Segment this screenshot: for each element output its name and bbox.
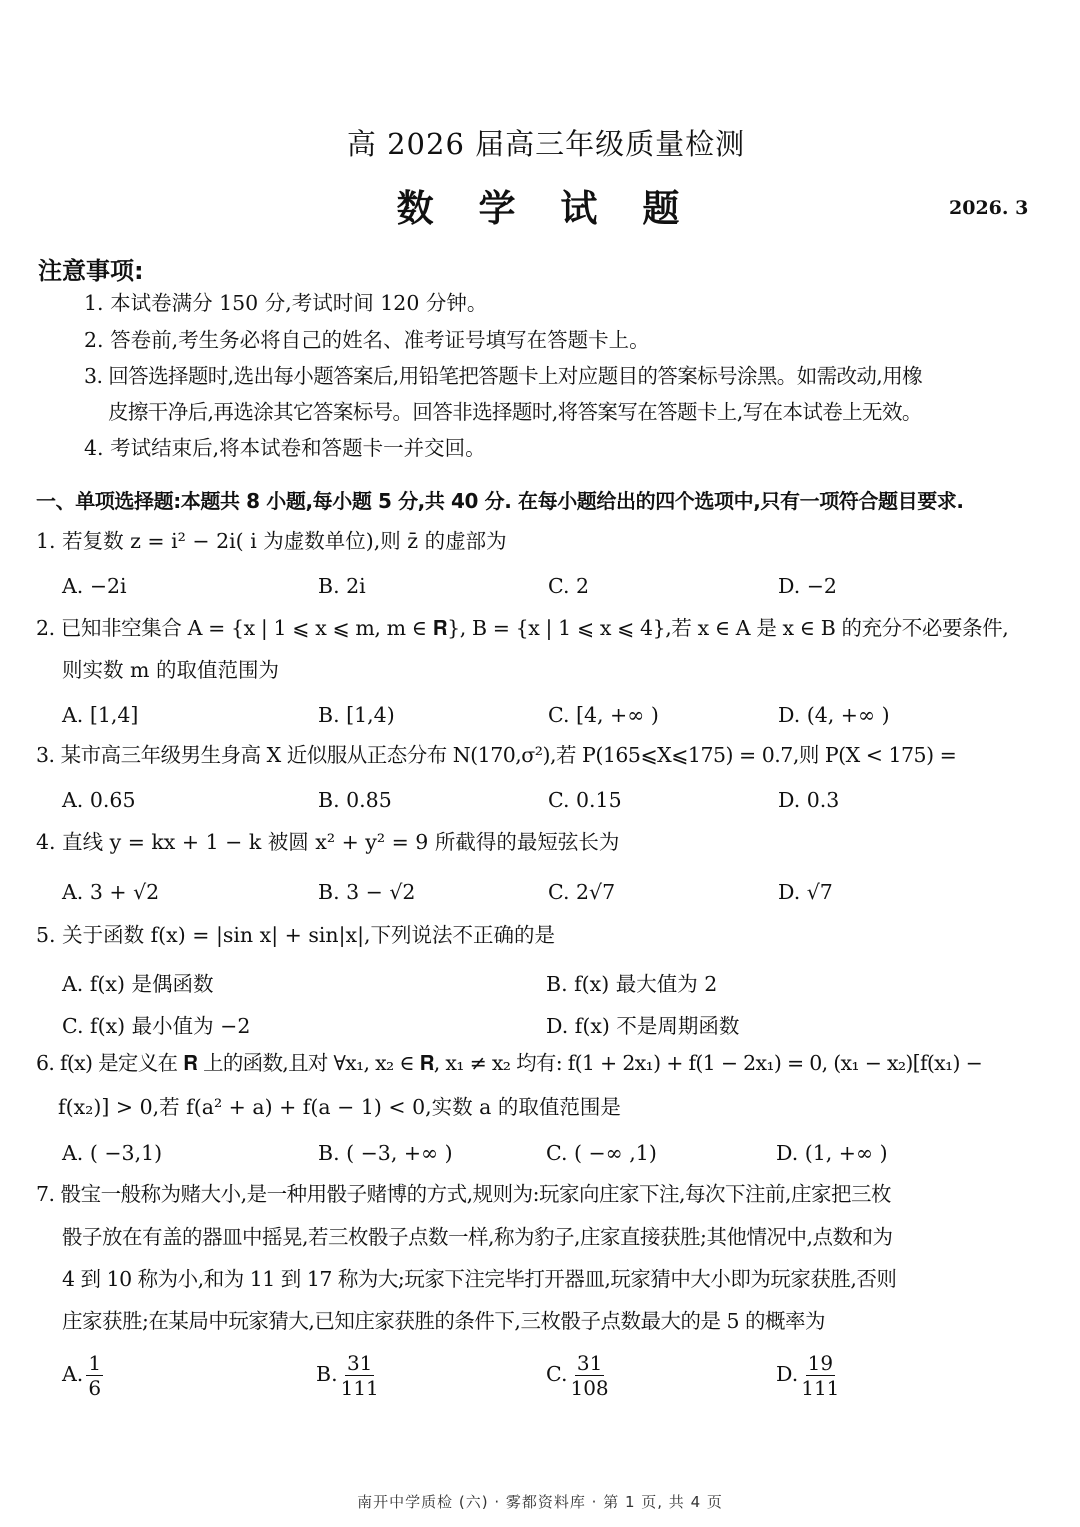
q6-option-a: A. ( −3,1) <box>62 1141 163 1165</box>
q3-option-a: A. 0.65 <box>62 788 136 812</box>
notice-item-1: 1. 本试卷满分 150 分,考试时间 120 分钟。 <box>84 291 488 315</box>
q7-option-b-fraction <box>341 1352 379 1399</box>
q4-option-c: C. 2√7 <box>548 880 616 904</box>
question-5-stem: 5. 关于函数 f(x) = |sin x| + sin|x|,下列说法不正确的是 <box>36 923 555 947</box>
q7-option-a-denominator: 6 <box>88 1376 102 1400</box>
q5-option-b: B. f(x) 最大值为 2 <box>546 972 718 996</box>
q2-option-b: B. [1,4) <box>318 703 395 727</box>
page-footer: 南开中学质检 (六) · 雾都资料库 · 第 1 页, 共 4 页 <box>357 1493 723 1511</box>
q1-option-c: C. 2 <box>548 574 590 598</box>
question-7-stem-line-4: 庄家获胜;在某局中玩家猜大,已知庄家获胜的条件下,三枚骰子点数最大的是 5 的概率为 <box>62 1309 826 1333</box>
q5-option-a: A. f(x) 是偶函数 <box>62 972 214 996</box>
q7-option-a-numerator: 1 <box>88 1351 102 1375</box>
q7-option-a-fraction <box>86 1352 103 1399</box>
q7-option-c-numerator: 31 <box>576 1351 603 1375</box>
q4-option-d: D. √7 <box>778 880 833 904</box>
q7-option-a <box>62 1352 103 1399</box>
notice-item-3: 3. 回答选择题时,选出每小题答案后,用铅笔把答题卡上对应题目的答案标号涂黑。如需改动,用橡 <box>84 364 923 388</box>
q1-option-b: B. 2i <box>318 574 366 598</box>
notice-item-3-cont: 皮擦干净后,再选涂其它答案标号。回答非选择题时,将答案写在答题卡上,写在本试卷上无效。 <box>108 400 922 424</box>
question-1-stem: 1. 若复数 z = i² − 2i( i 为虚数单位),则 z̄ 的虚部为 <box>36 529 507 553</box>
q3-option-c: C. 0.15 <box>548 788 622 812</box>
q3-option-b: B. 0.85 <box>318 788 392 812</box>
q7-option-b <box>316 1352 379 1399</box>
subject-title: 数 学 试 题 <box>396 187 696 230</box>
q1-option-a: A. −2i <box>62 574 127 598</box>
q6-option-c: C. ( −∞ ,1) <box>546 1141 657 1165</box>
q5-option-d: D. f(x) 不是周期函数 <box>546 1014 740 1038</box>
notice-heading: 注意事项: <box>38 257 144 285</box>
q3-option-d: D. 0.3 <box>778 788 840 812</box>
question-6-stem: 6. f(x) 是定义在 𝐑 上的函数,且对 ∀x₁, x₂ ∈ 𝐑, x₁ ≠ x₂ 均有: f(1 + 2x₁) + f(1 − 2x₁) = 0, (x₁ − x₂)[f(x₁) − <box>36 1051 983 1075</box>
q7-option-d-numerator: 19 <box>807 1351 834 1375</box>
q4-option-b: B. 3 − √2 <box>318 880 416 904</box>
q7-option-b-label: B. <box>316 1362 338 1386</box>
q1-option-d: D. −2 <box>778 574 837 598</box>
q7-option-d-label: D. <box>776 1362 799 1386</box>
question-7-stem: 7. 骰宝一般称为赌大小,是一种用骰子赌博的方式,规则为:玩家向庄家下注,每次下注前,庄家把三枚 <box>36 1182 892 1206</box>
q7-option-b-numerator: 31 <box>346 1351 373 1375</box>
q2-option-a: A. [1,4] <box>62 703 139 727</box>
exam-date: 2026. 3 <box>949 197 1029 219</box>
question-7-stem-line-2: 骰子放在有盖的器皿中摇晃,若三枚骰子点数一样,称为豹子,庄家直接获胜;其他情况中,点数和为 <box>62 1225 893 1249</box>
notice-item-4: 4. 考试结束后,将本试卷和答题卡一并交回。 <box>84 436 486 460</box>
q7-option-b-denominator: 111 <box>340 1376 379 1400</box>
q7-option-d <box>776 1352 839 1399</box>
q4-option-a: A. 3 + √2 <box>62 880 160 904</box>
q6-option-d: D. (1, +∞ ) <box>776 1141 888 1165</box>
q5-option-c: C. f(x) 最小值为 −2 <box>62 1014 251 1038</box>
question-7-stem-line-3: 4 到 10 称为小,和为 11 到 17 称为大;玩家下注完毕打开器皿,玩家猜中大小即为玩家获胜,否则 <box>62 1267 897 1291</box>
question-2-stem-cont: 则实数 m 的取值范围为 <box>62 658 279 682</box>
q2-option-d: D. (4, +∞ ) <box>778 703 890 727</box>
q2-option-c: C. [4, +∞ ) <box>548 703 659 727</box>
question-2-stem: 2. 已知非空集合 A = {x | 1 ⩽ x ⩽ m, m ∈ 𝐑}, B = {x | 1 ⩽ x ⩽ 4},若 x ∈ A 是 x ∈ B 的充分不必要条件, <box>36 616 1009 640</box>
q6-option-b: B. ( −3, +∞ ) <box>318 1141 453 1165</box>
exam-title: 高 2026 届高三年级质量检测 <box>346 127 746 161</box>
q7-option-d-denominator: 111 <box>801 1376 840 1400</box>
q7-option-c-fraction <box>570 1352 608 1399</box>
q7-option-d-fraction <box>801 1352 839 1399</box>
q7-option-c <box>546 1352 609 1399</box>
question-3-stem: 3. 某市高三年级男生身高 X 近似服从正态分布 N(170,σ²),若 P(165⩽X⩽175) = 0.7,则 P(X < 175) = <box>36 743 957 767</box>
q7-option-c-denominator: 108 <box>570 1376 609 1400</box>
notice-item-2: 2. 答卷前,考生务必将自己的姓名、准考证号填写在答题卡上。 <box>84 328 650 352</box>
section-heading: 一、单项选择题:本题共 8 小题,每小题 5 分,共 40 分. 在每小题给出的四个选项中,只有一项符合题目要求. <box>36 489 964 513</box>
q7-option-c-label: C. <box>546 1362 568 1386</box>
question-4-stem: 4. 直线 y = kx + 1 − k 被圆 x² + y² = 9 所截得的最短弦长为 <box>36 830 620 854</box>
q7-option-a-label: A. <box>62 1362 84 1386</box>
question-6-stem-cont: f(x₂)] > 0,若 f(a² + a) + f(a − 1) < 0,实数 a 的取值范围是 <box>58 1095 621 1119</box>
